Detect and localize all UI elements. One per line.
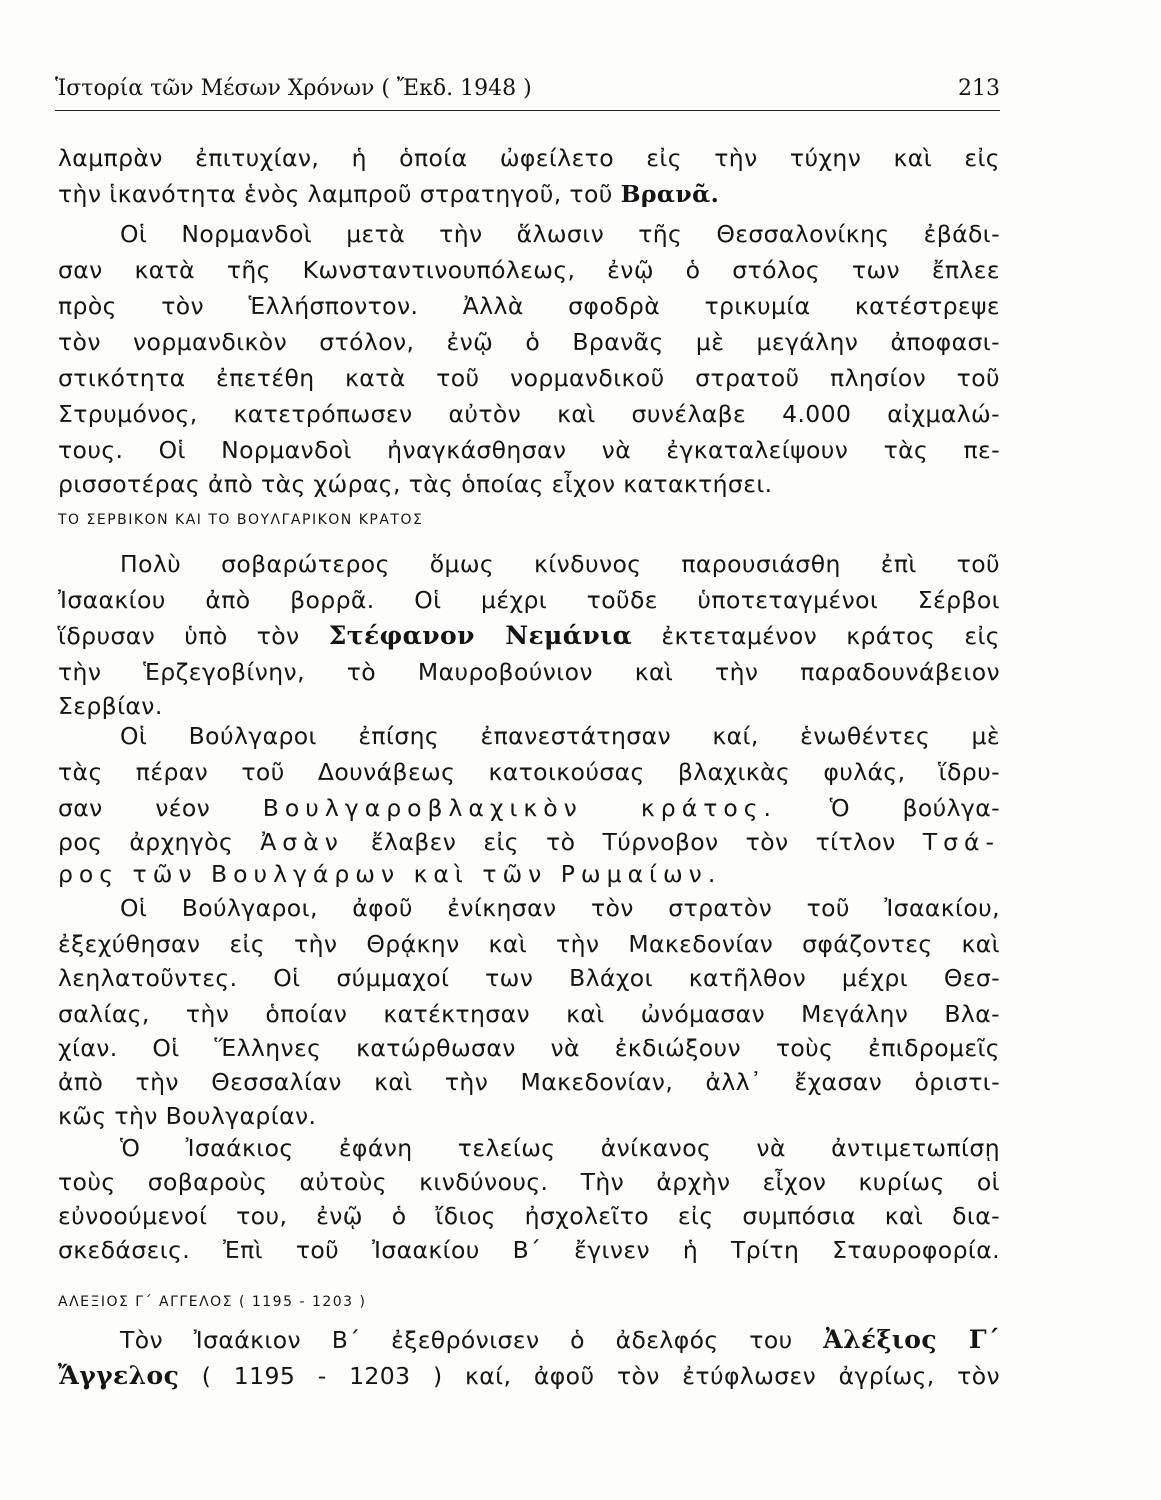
text-line: λαμπρὰν ἐπιτυχίαν, ἡ ὁποία ὠφείλετο εἰς τὴν τύχην καὶ εἰς (58, 144, 1000, 172)
text-line: χίαν. Οἱ Ἕλληνες κατώρθωσαν νὰ ἐκδιώξουν τοὺς ἐπιδρομεῖς (58, 1034, 1000, 1062)
bold-name-brana: Βρανᾶ. (620, 180, 720, 208)
text-line (58, 824, 1000, 860)
text-line: σαλίας, τὴν ὁποίαν κατέκτησαν καὶ ὠνόμασαν Μεγάλην Βλα- (58, 1000, 1000, 1028)
text-span: Ὁ βούλγα- (829, 794, 1001, 822)
spaced-term-tsar: Τσά- (922, 828, 1000, 856)
text-line: κῶς τὴν Βουλγαρίαν. (58, 1102, 317, 1130)
bold-name-stefan-nemanja: Στέφανον Νεμάνια (328, 621, 633, 650)
text-line: Οἱ Νορμανδοὶ μετὰ τὴν ἅλωσιν τῆς Θεσσαλονίκης ἐβάδι- (120, 220, 1000, 248)
text-span: ἔλαβεν εἰς τὸ Τύρνοβον τὸν τίτλον (370, 828, 896, 856)
book-title: Ἱστορία τῶν Μέσων Χρόνων ( Ἔκδ. 1948 ) (55, 76, 532, 101)
text-line: ρος τῶν Βουλγάρων καὶ τῶν Ρωμαίων. (58, 860, 722, 888)
text-line (120, 1322, 1000, 1358)
text-span: ἐκτεταμένον κράτος εἰς (661, 622, 1000, 650)
section-heading-alexios-angelos: ΑΛΕΞΙΟΣ Γ΄ ΑΓΓΕΛΟΣ ( 1195 - 1203 ) (58, 1294, 367, 1310)
text-line: Οἱ Βούλγαροι, ἀφοῦ ἐνίκησαν τὸν στρατὸν τοῦ Ἰσαακίου, (120, 894, 1000, 922)
text-line: τὸν νορμανδικὸν στόλον, ἐνῷ ὁ Βρανᾶς μὲ μεγάλην ἀποφασι- (58, 328, 1000, 356)
text-line: ἐξεχύθησαν εἰς τὴν Θρᾴκην καὶ τὴν Μακεδονίαν σφάζοντες καὶ (58, 930, 1000, 958)
text-line: Οἱ Βούλγαροι ἐπίσης ἐπανεστάτησαν καί, ἑνωθέντες μὲ (120, 722, 1000, 750)
text-line: λεηλατοῦντες. Οἱ σύμμαχοί των Βλάχοι κατῆλθον μέχρι Θεσ- (58, 964, 1000, 992)
text-line (58, 1358, 1000, 1394)
text-line: τὰς πέραν τοῦ Δουνάβεως κατοικούσας βλαχικὰς φυλάς, ἵδρυ- (58, 758, 1000, 786)
text-line: τους. Οἱ Νορμανδοὶ ἠναγκάσθησαν νὰ ἐγκαταλείψουν τὰς πε- (58, 436, 1000, 464)
text-line: εὐνοούμενοί του, ἐνῷ ὁ ἴδιος ἠσχολεῖτο εἰς συμπόσια καὶ δια- (58, 1202, 1000, 1230)
text-span: ἵδρυσαν ὑπὸ τὸν (58, 622, 300, 650)
text-line (58, 790, 1000, 826)
text-span: Τὸν Ἰσαάκιον Β΄ ἐξεθρόνισεν ὁ ἀδελφός του (120, 1326, 793, 1354)
text-line: τὴν Ἑρζεγοβίνην, τὸ Μαυροβούνιον καὶ τὴν παραδουνάβειον (58, 658, 1000, 686)
text-line (58, 618, 1000, 654)
text-line: σκεδάσεις. Ἐπὶ τοῦ Ἰσαακίου Β΄ ἔγινεν ἡ Τρίτη Σταυροφορία. (58, 1236, 1000, 1264)
text-line: στικότητα ἐπετέθη κατὰ τοῦ νορμανδικοῦ στρατοῦ πλησίον τοῦ (58, 364, 1000, 392)
text-line: Στρυμόνος, κατετρόπωσεν αὐτὸν καὶ συνέλαβε 4.000 αἰχμαλώ- (58, 400, 1000, 428)
text-line (58, 176, 1000, 212)
page-number: 213 (958, 76, 1000, 101)
section-heading-serbian-bulgarian: ΤΟ ΣΕΡΒΙΚΟΝ ΚΑΙ ΤΟ ΒΟΥΛΓΑΡΙΚΟΝ ΚΡΑΤΟΣ (58, 512, 424, 528)
text-line: ἀπὸ τὴν Θεσσαλίαν καὶ τὴν Μακεδονίαν, ἀλλ᾽ ἔχασαν ὁριστι- (58, 1068, 1000, 1096)
text-line: πρὸς τὸν Ἑλλήσποντον. Ἀλλὰ σφοδρὰ τρικυμία κατέστρεψε (58, 292, 1000, 320)
text-line: Ἰσαακίου ἀπὸ βορρᾶ. Οἱ μέχρι τοῦδε ὑποτεταγμένοι Σέρβοι (58, 586, 1000, 614)
bold-name-alexios: Ἀλέξιος Γ΄ (823, 1325, 1000, 1354)
text-line: σαν κατὰ τῆς Κωνσταντινουπόλεως, ἐνῷ ὁ στόλος των ἔπλεε (58, 256, 1000, 284)
running-header (55, 70, 1000, 111)
spaced-term-vlach-bulgarian-state: Βουλγαροβλαχικὸν κράτος. (262, 794, 777, 822)
text-line: Ὁ Ἰσαάκιος ἐφάνη τελείως ἀνίκανος νὰ ἀντιμετωπίσῃ (120, 1134, 1000, 1162)
text-span: τὴν ἱκανότητα ἑνὸς λαμπροῦ στρατηγοῦ, τοῦ (58, 180, 613, 208)
text-line: τοὺς σοβαροὺς αὐτοὺς κινδύνους. Τὴν ἀρχὴν εἶχον κυρίως οἱ (58, 1168, 1000, 1196)
text-line: Πολὺ σοβαρώτερος ὅμως κίνδυνος παρουσιάσθη ἐπὶ τοῦ (120, 550, 1000, 578)
text-line: ρισσοτέρας ἀπὸ τὰς χώρας, τὰς ὁποίας εἶχον κατακτήσει. (58, 470, 773, 498)
text-span: σαν νέον (58, 794, 211, 822)
text-span: ( 1195 - 1203 ) καί, ἀφοῦ τὸν ἐτύφλωσεν ἀγρίως, τὸν (201, 1362, 1001, 1390)
bold-name-angelos: Ἄγγελος (58, 1361, 180, 1390)
spaced-name-asen: Ἀσὰν (260, 828, 344, 856)
text-span: ρος ἀρχηγὸς (58, 828, 234, 856)
text-line: Σερβίαν. (58, 692, 163, 720)
